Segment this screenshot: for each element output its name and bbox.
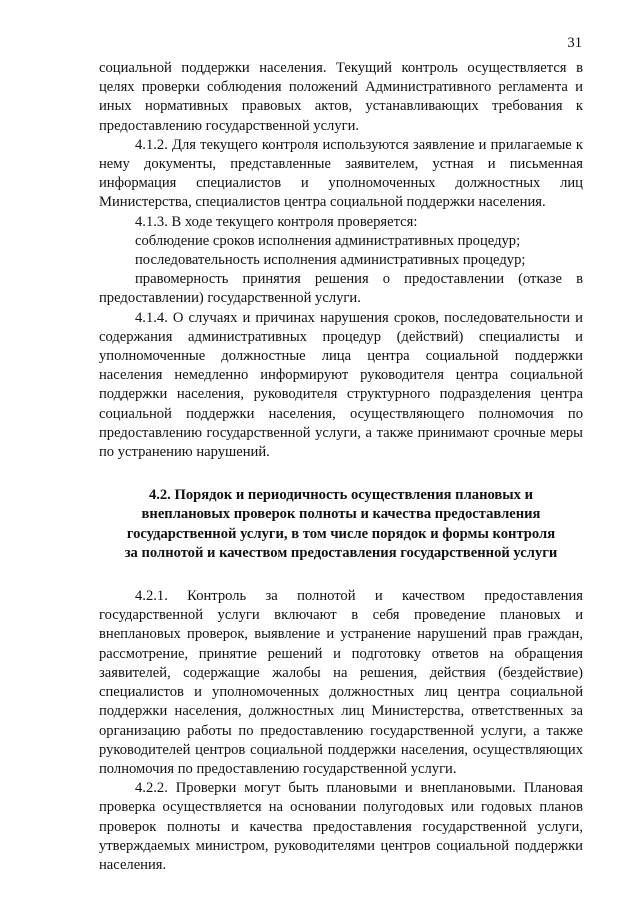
paragraph: 4.2.2. Проверки могут быть плановыми и внеплановыми. Плановая проверка осуществляется на основании полугодовых или годовых планов проверок полноты и качества предоставления государственной услуги, утверждаемых министром, руководителями центров социальной поддержки населения. xyxy=(99,780,583,873)
document-body xyxy=(99,59,583,875)
paragraph: правомерность принятия решения о предоставлении (отказе в предоставлении) государственной услуги. xyxy=(99,271,583,307)
section-heading xyxy=(99,486,583,563)
section-heading-line: внеплановых проверок полноты и качества предоставления xyxy=(141,506,541,523)
paragraph: 4.1.2. Для текущего контроля используются заявление и прилагаемые к нему документы, представленные заявителем, устная и письменная информация специалистов и уполномоченных должностных лиц Министерства, специалистов центра социальной поддержки населения. xyxy=(99,136,583,211)
paragraph: последовательность исполнения административных процедур; xyxy=(135,252,526,269)
paragraph: соблюдение сроков исполнения административных процедур; xyxy=(135,232,521,249)
paragraph: 4.1.3. В ходе текущего контроля проверяется: xyxy=(135,213,418,230)
page-number: 31 xyxy=(567,35,582,51)
paragraphs-after xyxy=(99,587,583,875)
section-heading-line: государственной услуги, в том числе порядок и формы контроля xyxy=(126,525,556,542)
paragraph: социальной поддержки населения. Текущий контроль осуществляется в целях проверки соблюдения положений Административного регламента и иных нормативных правовых актов, устанавливающих требования к предоставлению государственной услуги. xyxy=(99,60,583,134)
section-heading-line: 4.2. Порядок и периодичность осуществления плановых и xyxy=(148,487,534,504)
paragraphs-before xyxy=(99,59,583,462)
section-heading-line: за полнотой и качеством предоставления государственной услуги xyxy=(124,544,558,561)
paragraph: 4.1.4. О случаях и причинах нарушения сроков, последовательности и содержания административных процедур (действий) специалисты и уполномоченные должностные лица центра социальной поддержки населения немедленно информируют руководителя центра социальной поддержки населения, руководителя структурного подразделения центра социальной поддержки населения, осуществляющего полномочия по предоставлению государственной услуги, а также принимают срочные меры по устранению нарушений. xyxy=(99,309,583,461)
paragraph: 4.2.1. Контроль за полнотой и качеством предоставления государственной услуги включают в себя проведение плановых и внеплановых проверок, выявление и устранение нарушений прав граждан, рассмотрение, принятие решений и подготовку ответов на обращения заявителей, содержащие жалобы на решения, действия (бездействие) специалистов и уполномоченных должностных лиц центра социальной поддержки населения, должностных лиц Министерства, ответственных за организацию работы по предоставлению государственной услуги, а также руководителей центров социальной поддержки населения, осуществляющих полномочия по предоставлению государственной услуги. xyxy=(99,588,583,777)
